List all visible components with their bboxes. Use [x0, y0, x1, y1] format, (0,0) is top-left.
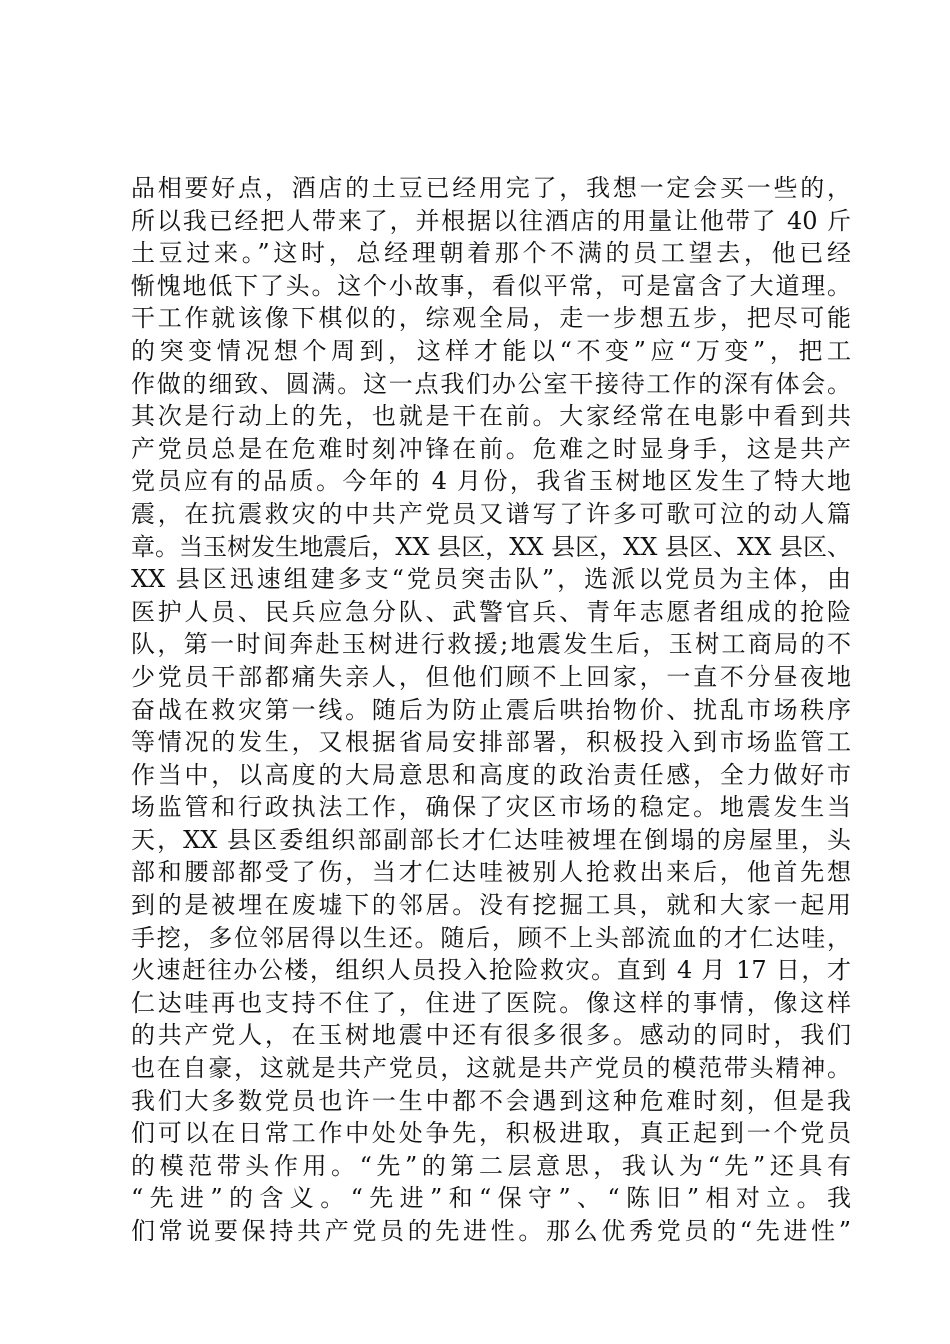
text-line: 作做的细致、圆满。这一点我们办公室干接待工作的深有体会。 [131, 369, 851, 398]
text-line: 品相要好点，酒店的土豆已经用完了，我想一定会买一些的， [131, 174, 851, 202]
text-line: 我们大多数党员也许一生中都不会遇到这种危难时刻，但是我 [131, 1086, 851, 1115]
text-line: 们可以在日常工作中处处争先，积极进取，真正起到一个党员 [131, 1119, 851, 1148]
text-line: 的模范带头作用。“先”的第二层意思，我认为“先”还具有 [131, 1151, 851, 1180]
body-text [131, 172, 851, 1248]
text-line: 惭愧地低下了头。这个小故事，看似平常，可是富含了大道理。 [131, 271, 851, 300]
text-line: 队，第一时间奔赴玉树进行救援;地震发生后，玉树工商局的不 [131, 630, 851, 659]
text-line: 章。当玉树发生地震后，XX 县区，XX 县区，XX 县区、XX 县区、 [131, 532, 851, 561]
text-line: 少党员干部都痛失亲人，但他们顾不上回家，一直不分昼夜地 [131, 662, 851, 691]
text-line: 们常说要保持共产党员的先进性。那么优秀党员的“先进性” [131, 1217, 851, 1245]
text-line: XX 县区迅速组建多支“党员突击队”，选派以党员为主体，由 [131, 565, 851, 594]
text-line: 手挖，多位邻居得以生还。随后，顾不上头部流血的才仁达哇， [131, 923, 851, 952]
text-line: 奋战在救灾第一线。随后为防止震后哄抬物价、扰乱市场秩序 [131, 695, 851, 724]
text-line: 仁达哇再也支持不住了，住进了医院。像这样的事情，像这样 [131, 988, 851, 1017]
text-line: “先进”的含义。“先进”和“保守”、“陈旧”相对立。我 [131, 1184, 851, 1213]
text-line: 干工作就该像下棋似的，综观全局，走一步想五步，把尽可能 [131, 304, 851, 333]
text-line: 到的是被埋在废墟下的邻居。没有挖掘工具，就和大家一起用 [131, 891, 851, 920]
text-line: 天，XX 县区委组织部副部长才仁达哇被埋在倒塌的房屋里，头 [131, 825, 851, 854]
text-line: 部和腰部都受了伤，当才仁达哇被别人抢救出来后，他首先想 [131, 858, 851, 887]
text-line: 场监管和行政执法工作，确保了灾区市场的稳定。地震发生当 [131, 793, 851, 822]
text-line: 土豆过来。”这时，总经理朝着那个不满的员工望去，他已经 [131, 239, 851, 268]
text-line: 也在自豪，这就是共产党员，这就是共产党员的模范带头精神。 [131, 1054, 851, 1083]
text-line: 医护人员、民兵应急分队、武警官兵、青年志愿者组成的抢险 [131, 597, 851, 626]
text-line: 作当中，以高度的大局意思和高度的政治责任感，全力做好市 [131, 760, 851, 789]
text-line: 震，在抗震救灾的中共产党员又谱写了许多可歌可泣的动人篇 [131, 499, 851, 528]
text-line: 的共产党人，在玉树地震中还有很多很多。感动的同时，我们 [131, 1021, 851, 1050]
text-line: 的突变情况想个周到，这样才能以“不变”应“万变”，把工 [131, 336, 851, 365]
text-line: 党员应有的品质。今年的 4 月份，我省玉树地区发生了特大地 [131, 467, 851, 496]
text-line: 其次是行动上的先，也就是干在前。大家经常在电影中看到共 [131, 402, 851, 431]
text-line: 产党员总是在危难时刻冲锋在前。危难之时显身手，这是共产 [131, 434, 851, 463]
text-line: 所以我已经把人带来了，并根据以往酒店的用量让他带了 40 斤 [131, 206, 851, 235]
text-line: 等情况的发生，又根据省局安排部署，积极投入到市场监管工 [131, 728, 851, 757]
text-line: 火速赶往办公楼，组织人员投入抢险救灾。直到 4 月 17 日，才 [131, 956, 851, 985]
